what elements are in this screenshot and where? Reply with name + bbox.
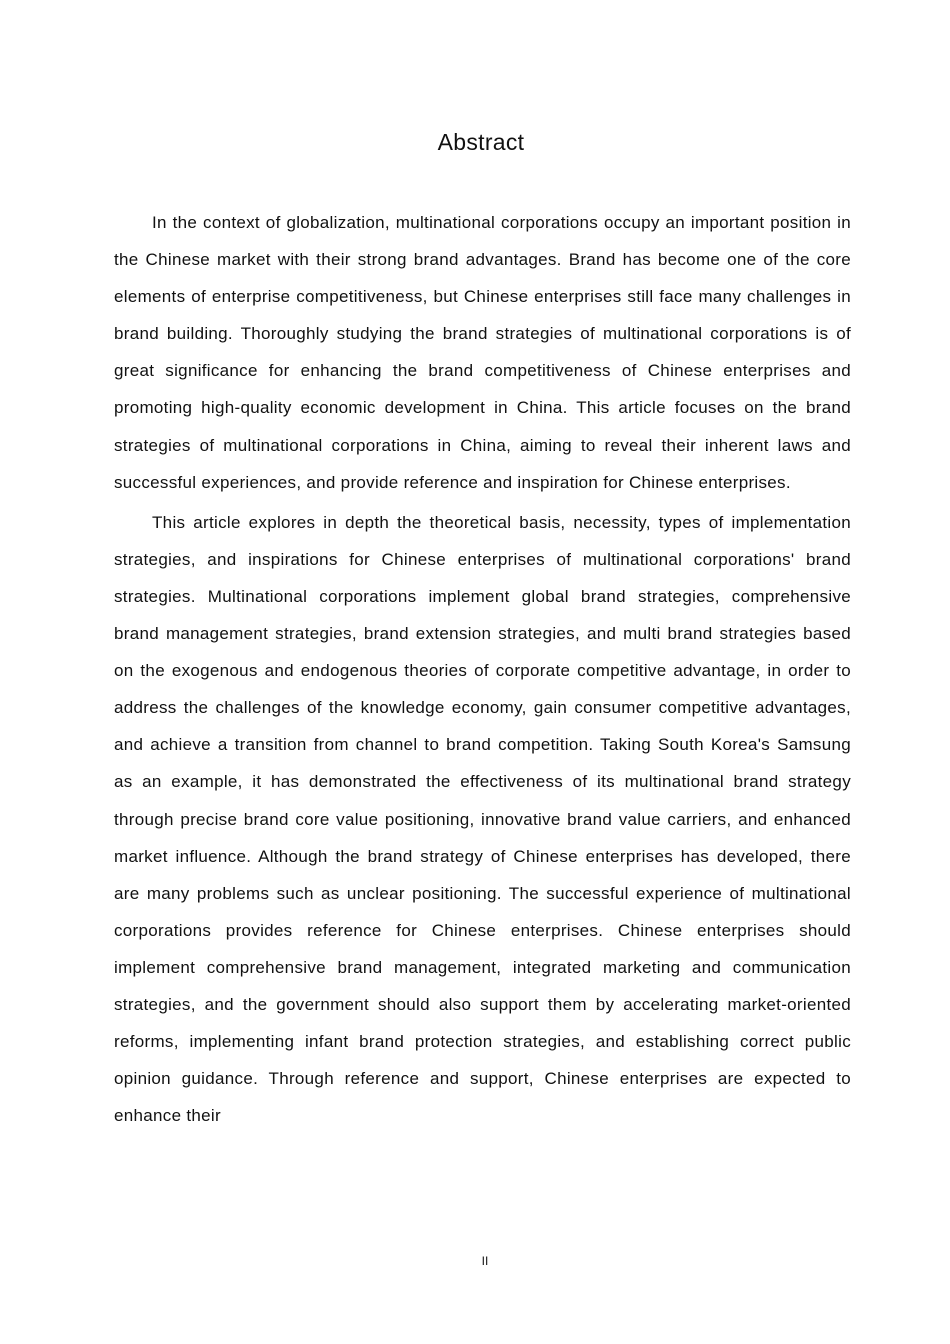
- abstract-paragraph-1: In the context of globalization, multinational corporations occupy an important position in the Chinese market with their strong brand advantages. Brand has become one of the core elements of enterprise competitiveness, but Chinese enterprises still face many challenges in brand building. Thoroughly studying the brand strategies of multinational corporations is of great significance for enhancing the brand competitiveness of Chinese enterprises and promoting high-quality economic development in China. This article focuses on the brand strategies of multinational corporations in China, aiming to reveal their inherent laws and successful experiences, and provide reference and inspiration for Chinese enterprises.: [114, 213, 851, 492]
- page-number: II: [481, 1254, 489, 1268]
- abstract-paragraph-2: This article explores in depth the theoretical basis, necessity, types of implementation strategies, and inspirations for Chinese enterprises of multinational corporations' brand strategies. Multinational corporations implement global brand strategies, comprehensive brand management strategies, brand extension strategies, and multi brand strategies based on the exogenous and endogenous theories of corporate competitive advantage, in order to address the challenges of the knowledge economy, gain consumer competitive advantages, and achieve a transition from channel to brand competition. Taking South Korea's Samsung as an example, it has demonstrated the effectiveness of its multinational brand strategy through precise brand core value positioning, innovative brand value carriers, and enhanced market influence. Although the brand strategy of Chinese enterprises has developed, there are many problems such as unclear positioning. The successful experience of multinational corporations provides reference for Chinese enterprises. Chinese enterprises should implement comprehensive brand management, integrated marketing and communication strategies, and the government should also support them by accelerating market-oriented reforms, implementing infant brand protection strategies, and establishing correct public opinion guidance. Through reference and support, Chinese enterprises are expected to enhance their: [114, 512, 851, 1126]
- page-title: Abstract: [437, 129, 525, 155]
- abstract-body: [114, 204, 851, 1134]
